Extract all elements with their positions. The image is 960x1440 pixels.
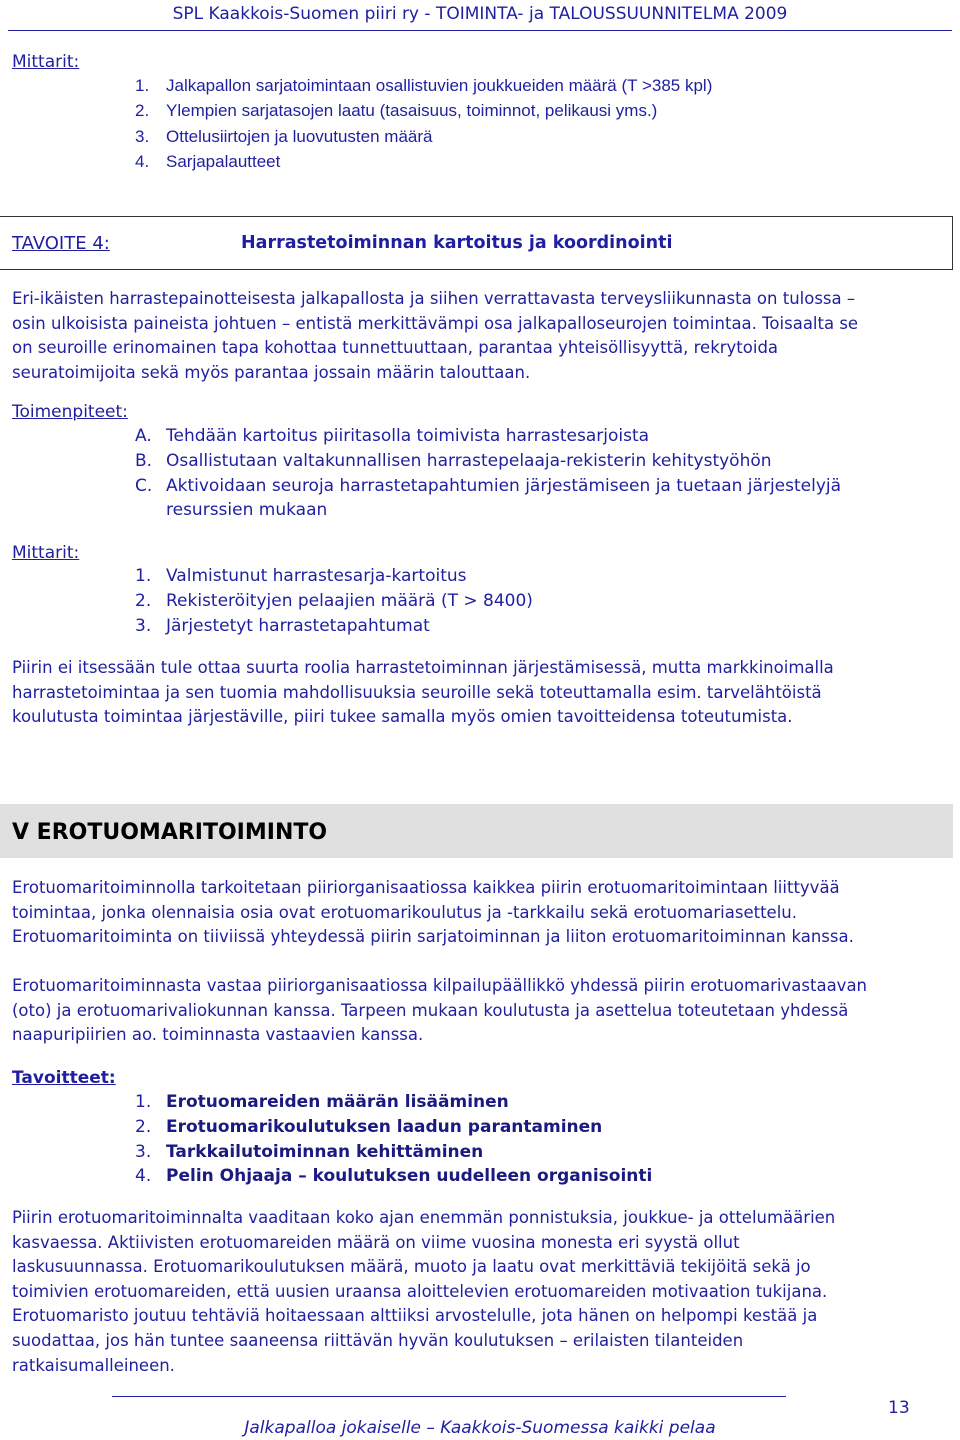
section-paragraph-1: Erotuomaritoiminnolla tarkoitetaan piiriorganisaatiossa kaikkea piirin erotuomaritoimintaan liittyvää toimintaa, jonka olennaisia osia ovat erotuomarikoulutus ja -tarkkailu sekä erotuomariasettelu. Erotuomaritoiminta on tiiviissä yhteydessä piirin sarjatoiminnan ja liiton erotuomaritoiminnan kanssa. (12, 878, 854, 947)
tavoite-paragraph: Eri-ikäisten harrastepainotteisesta jalkapallosta ja siihen verrattavasta terveysliikunnasta on tulossa – osin ulkoisista paineista johtuen – entistä merkittävämpi osa jalkapalloseurojen toimintaa. Toisaalta se on seuroille erinomainen tapa kohottaa tunnettuuttaan, parantaa yhteisöllisyyttä, rekrytoida seuratoimijoita sekä myös parantaa jossain määrin talouttaan. (12, 289, 859, 382)
mittarit-label-2: Mittarit: (12, 543, 80, 563)
toimenpiteet-label: Toimenpiteet: (12, 402, 128, 422)
tavoitteet-label: Tavoitteet: (12, 1068, 116, 1088)
tavoite-title: Harrastetoiminnan kartoitus ja koordinointi (241, 233, 673, 253)
section-title: V EROTUOMARITOIMINTO (12, 820, 328, 845)
footer-divider (112, 1396, 786, 1397)
page-number: 13 (888, 1398, 910, 1418)
header-divider (8, 30, 952, 31)
section-paragraph-2: Erotuomaritoiminnasta vastaa piiriorganisaatiossa kilpailupäällikkö yhdessä piirin erotuomarivastaavan (oto) ja erotuomarivaliokunnan kanssa. Tarpeen mukaan koulutusta ja asettelua toteutetaan yhdessä naapuripiirien ao. toiminnasta vastaavien kanssa. (12, 976, 868, 1045)
tavoite-label: TAVOITE 4: (12, 233, 110, 254)
section-paragraph-3: Piirin erotuomaritoiminnalta vaaditaan koko ajan enemmän ponnistuksia, joukkue- ja ottelumäärien kasvaessa. Aktiivisten erotuomareiden määrä on viime vuosina monesta eri syystä ollut laskusuunnassa. Erotuomarikoulutuksen määrä, muoto ja laatu ovat merkittäviä tekijöitä sekä jo toimivien erotuomareiden, että uusien uraansa aloittelevien erotuomareiden motivaation tukijana. Erotuomaristo joutuu tehtäviä hoitaessaan alttiiksi arvostelulle, jota hänen on helpompi kestää ja suodattaa, jos hän tuntee saaneensa riittävän hyvän koulutuksen – erilaisten tilanteiden ratkaisumalleineen. (12, 1208, 836, 1375)
footer-slogan: Jalkapalloa jokaiselle – Kaakkois-Suomessa kaikki pelaa (244, 1418, 716, 1438)
mittarit-label: Mittarit: (12, 52, 80, 72)
document-header: SPL Kaakkois-Suomen piiri ry - TOIMINTA- ja TALOUSSUUNNITELMA 2009 (172, 4, 788, 24)
tavoite-closing-paragraph: Piirin ei itsessään tule ottaa suurta roolia harrastetoiminnan järjestämisessä, mutta markkinoimalla harrastetoimintaa ja sen tuomia mahdollisuuksia seuroille sekä toteuttamalla esim. tarvelähtöistä koulutusta toimintaa järjestäville, piiri tukee samalla myös omien tavoitteidensa toteutumista. (12, 658, 834, 727)
